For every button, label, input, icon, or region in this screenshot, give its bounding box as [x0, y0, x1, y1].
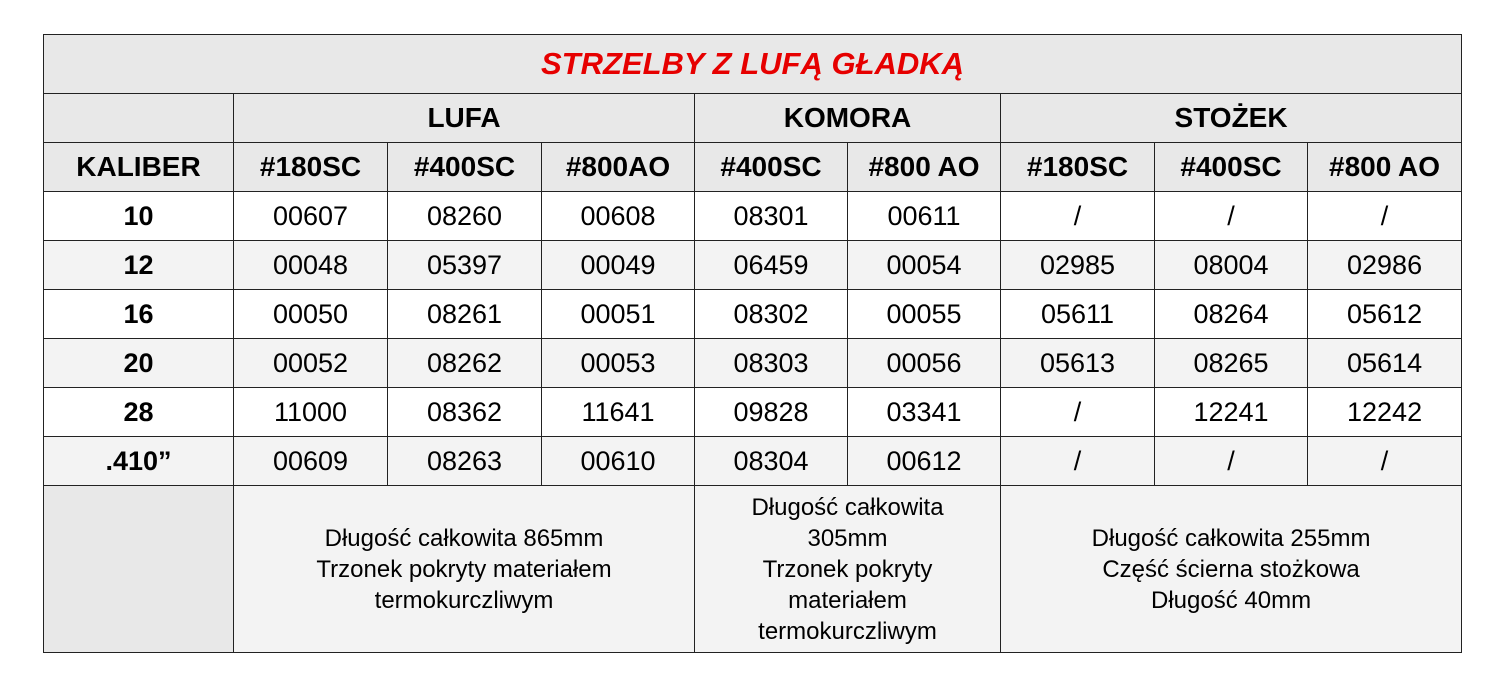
table-cell: 08261 [388, 290, 542, 339]
table-cell: 12241 [1155, 388, 1308, 437]
table-cell: 05614 [1308, 339, 1462, 388]
table-cell: 12242 [1308, 388, 1462, 437]
table-row [44, 241, 1462, 290]
table-cell: 00610 [542, 437, 695, 486]
table-cell: 00056 [848, 339, 1001, 388]
caliber-cell: 12 [44, 241, 234, 290]
table-cell: / [1155, 192, 1308, 241]
table-cell: 02985 [1001, 241, 1155, 290]
table-cell: 05397 [388, 241, 542, 290]
table-cell: 08004 [1155, 241, 1308, 290]
table-cell: 00048 [234, 241, 388, 290]
table-cell: 05613 [1001, 339, 1155, 388]
table-cell: / [1308, 437, 1462, 486]
column-header: #180SC [1001, 143, 1155, 192]
table-cell: 08302 [695, 290, 848, 339]
table-row [44, 192, 1462, 241]
caliber-cell: 28 [44, 388, 234, 437]
note-line: materiałem [788, 586, 907, 614]
note-line: termokurczliwym [758, 617, 937, 645]
notes-lufa [234, 486, 695, 653]
caliber-cell: 16 [44, 290, 234, 339]
column-header: #800 AO [1308, 143, 1462, 192]
note-line: Długość całkowita [751, 493, 944, 521]
table-cell: / [1155, 437, 1308, 486]
column-header: #180SC [234, 143, 388, 192]
caliber-cell: .410” [44, 437, 234, 486]
column-header: #400SC [1155, 143, 1308, 192]
column-header: #400SC [388, 143, 542, 192]
table-cell: / [1001, 388, 1155, 437]
table-cell: 00608 [542, 192, 695, 241]
table-row [44, 290, 1462, 339]
table-cell: 06459 [695, 241, 848, 290]
table-cell: 08262 [388, 339, 542, 388]
note-line: termokurczliwym [374, 586, 554, 614]
table-cell: 00607 [234, 192, 388, 241]
table-cell: 00050 [234, 290, 388, 339]
table-cell: 08303 [695, 339, 848, 388]
note-line: Długość 40mm [1151, 586, 1312, 614]
table-cell: 05612 [1308, 290, 1462, 339]
table-row [44, 437, 1462, 486]
table-cell: 00053 [542, 339, 695, 388]
note-line: Długość całkowita 865mm [324, 524, 604, 552]
column-header-kaliber: KALIBER [44, 143, 234, 192]
table-cell: 00055 [848, 290, 1001, 339]
note-line: Trzonek pokryty materiałem [316, 555, 612, 583]
table-cell: 09828 [695, 388, 848, 437]
table-cell: 08260 [388, 192, 542, 241]
table-cell: 11641 [542, 388, 695, 437]
table-cell: 00051 [542, 290, 695, 339]
table-cell: 00612 [848, 437, 1001, 486]
table-cell: 05611 [1001, 290, 1155, 339]
table-cell: 08301 [695, 192, 848, 241]
note-line: Część ścierna stożkowa [1102, 555, 1360, 583]
caliber-cell: 20 [44, 339, 234, 388]
column-header: #400SC [695, 143, 848, 192]
table-cell: 11000 [234, 388, 388, 437]
column-header: #800 AO [848, 143, 1001, 192]
product-table [43, 34, 1462, 653]
notes-komora [695, 486, 1001, 653]
group-header-blank [44, 94, 234, 143]
notes-blank-cell [44, 486, 234, 653]
table-cell: / [1308, 192, 1462, 241]
table-row [44, 339, 1462, 388]
table-title: STRZELBY Z LUFĄ GŁADKĄ [44, 35, 1462, 94]
table-cell: 00049 [542, 241, 695, 290]
caliber-cell: 10 [44, 192, 234, 241]
table-cell: 08265 [1155, 339, 1308, 388]
table-cell: / [1001, 192, 1155, 241]
table-cell: / [1001, 437, 1155, 486]
group-header-komora: KOMORA [695, 94, 1001, 143]
table-cell: 08264 [1155, 290, 1308, 339]
table-cell: 00052 [234, 339, 388, 388]
note-line: Długość całkowita 255mm [1091, 524, 1371, 552]
table-cell: 08263 [388, 437, 542, 486]
column-header: #800AO [542, 143, 695, 192]
note-line: Trzonek pokryty [762, 555, 933, 583]
table-cell: 08304 [695, 437, 848, 486]
table-cell: 00611 [848, 192, 1001, 241]
group-header-stozek: STOŻEK [1001, 94, 1462, 143]
table-cell: 00609 [234, 437, 388, 486]
table-cell: 08362 [388, 388, 542, 437]
table-cell: 00054 [848, 241, 1001, 290]
table-row [44, 388, 1462, 437]
notes-stozek [1001, 486, 1462, 653]
group-header-lufa: LUFA [234, 94, 695, 143]
note-line: 305mm [807, 524, 888, 552]
table-cell: 02986 [1308, 241, 1462, 290]
table-cell: 03341 [848, 388, 1001, 437]
